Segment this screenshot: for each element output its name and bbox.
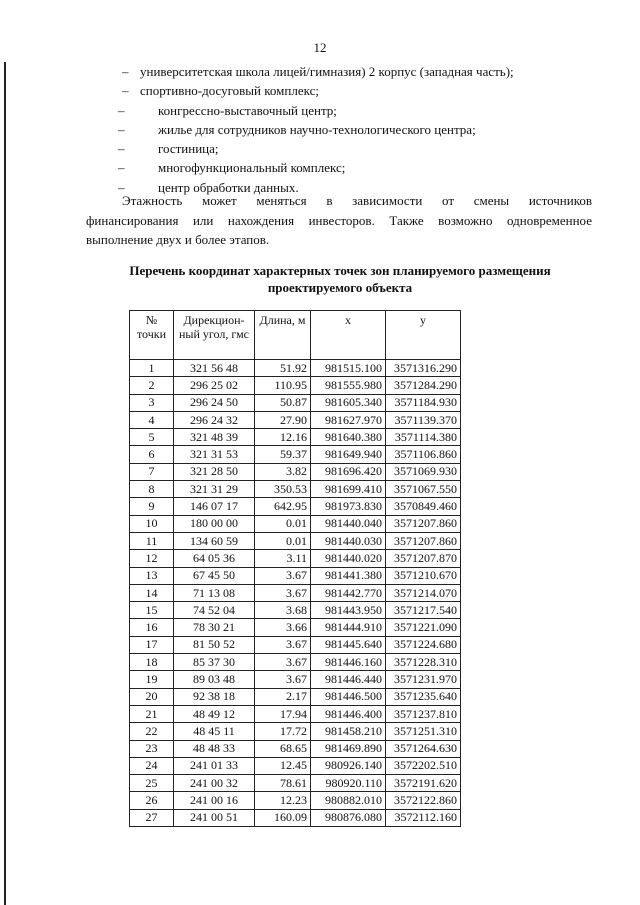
cell-length: 3.82 bbox=[255, 463, 311, 480]
cell-x: 980882.010 bbox=[311, 792, 386, 809]
cell-point-number: 25 bbox=[130, 775, 174, 792]
table-row bbox=[130, 584, 461, 601]
table-row bbox=[130, 809, 461, 826]
page-number: 12 bbox=[313, 40, 327, 55]
cell-length: 59.37 bbox=[255, 446, 311, 463]
list-item bbox=[118, 101, 618, 120]
cell-x: 981627.970 bbox=[311, 411, 386, 428]
table-row bbox=[130, 394, 461, 411]
cell-direction-angle: 321 31 29 bbox=[174, 481, 255, 498]
table-row bbox=[130, 446, 461, 463]
cell-length: 17.94 bbox=[255, 705, 311, 722]
cell-direction-angle: 85 37 30 bbox=[174, 654, 255, 671]
table-row bbox=[130, 740, 461, 757]
table-row bbox=[130, 602, 461, 619]
cell-point-number: 13 bbox=[130, 567, 174, 584]
cell-y: 3572112.160 bbox=[386, 809, 461, 826]
cell-x: 981443.950 bbox=[311, 602, 386, 619]
cell-y: 3571235.640 bbox=[386, 688, 461, 705]
cell-point-number: 3 bbox=[130, 394, 174, 411]
table-row bbox=[130, 377, 461, 394]
cell-point-number: 21 bbox=[130, 705, 174, 722]
cell-direction-angle: 48 49 12 bbox=[174, 705, 255, 722]
list-item bbox=[118, 158, 618, 177]
cell-point-number: 7 bbox=[130, 463, 174, 480]
cell-y: 3571069.930 bbox=[386, 463, 461, 480]
cell-point-number: 16 bbox=[130, 619, 174, 636]
cell-x: 980926.140 bbox=[311, 757, 386, 774]
cell-x: 981440.020 bbox=[311, 550, 386, 567]
cell-point-number: 23 bbox=[130, 740, 174, 757]
cell-point-number: 12 bbox=[130, 550, 174, 567]
cell-point-number: 8 bbox=[130, 481, 174, 498]
cell-direction-angle: 146 07 17 bbox=[174, 498, 255, 515]
cell-length: 110.95 bbox=[255, 377, 311, 394]
cell-point-number: 10 bbox=[130, 515, 174, 532]
table-row bbox=[130, 792, 461, 809]
cell-length: 12.45 bbox=[255, 757, 311, 774]
list-item-text: многофункциональный комплекс; bbox=[158, 160, 346, 176]
cell-x: 981444.910 bbox=[311, 619, 386, 636]
list-item bbox=[118, 120, 618, 139]
heading-line: проектируемого объекта bbox=[267, 280, 413, 295]
cell-direction-angle: 321 48 39 bbox=[174, 429, 255, 446]
cell-direction-angle: 241 00 32 bbox=[174, 775, 255, 792]
cell-y: 3571264.630 bbox=[386, 740, 461, 757]
cell-y: 3571224.680 bbox=[386, 636, 461, 653]
table-row bbox=[130, 515, 461, 532]
cell-length: 3.67 bbox=[255, 636, 311, 653]
header-y: y bbox=[386, 311, 461, 360]
list-item bbox=[118, 62, 618, 81]
cell-length: 27.90 bbox=[255, 411, 311, 428]
cell-point-number: 2 bbox=[130, 377, 174, 394]
cell-direction-angle: 241 01 33 bbox=[174, 757, 255, 774]
cell-direction-angle: 48 48 33 bbox=[174, 740, 255, 757]
section-heading bbox=[80, 262, 600, 296]
cell-point-number: 4 bbox=[130, 411, 174, 428]
table-row bbox=[130, 429, 461, 446]
cell-direction-angle: 241 00 51 bbox=[174, 809, 255, 826]
cell-length: 68.65 bbox=[255, 740, 311, 757]
cell-y: 3571207.870 bbox=[386, 550, 461, 567]
coordinates-table bbox=[129, 310, 461, 827]
cell-direction-angle: 321 56 48 bbox=[174, 360, 255, 377]
cell-direction-angle: 321 28 50 bbox=[174, 463, 255, 480]
cell-point-number: 5 bbox=[130, 429, 174, 446]
cell-length: 12.16 bbox=[255, 429, 311, 446]
cell-direction-angle: 296 25 02 bbox=[174, 377, 255, 394]
cell-y: 3571067.550 bbox=[386, 481, 461, 498]
cell-length: 0.01 bbox=[255, 515, 311, 532]
heading-line: Перечень координат характерных точек зон планируемого размещения bbox=[129, 263, 551, 278]
cell-x: 981973.830 bbox=[311, 498, 386, 515]
cell-length: 17.72 bbox=[255, 723, 311, 740]
cell-direction-angle: 92 38 18 bbox=[174, 688, 255, 705]
cell-length: 12.23 bbox=[255, 792, 311, 809]
cell-x: 981696.420 bbox=[311, 463, 386, 480]
cell-point-number: 6 bbox=[130, 446, 174, 463]
cell-point-number: 27 bbox=[130, 809, 174, 826]
table-row bbox=[130, 757, 461, 774]
cell-direction-angle: 321 31 53 bbox=[174, 446, 255, 463]
cell-y: 3572202.510 bbox=[386, 757, 461, 774]
table-row bbox=[130, 723, 461, 740]
header-direction-angle: Дирекцион-ный угол, гмс bbox=[174, 311, 255, 360]
cell-x: 981458.210 bbox=[311, 723, 386, 740]
cell-x: 981649.940 bbox=[311, 446, 386, 463]
list-item-text: гостиница; bbox=[158, 141, 219, 157]
cell-y: 3571184.930 bbox=[386, 394, 461, 411]
cell-y: 3572191.620 bbox=[386, 775, 461, 792]
list-item-text: жилье для сотрудников научно-технологического центра; bbox=[158, 121, 476, 137]
table-row bbox=[130, 567, 461, 584]
cell-x: 981446.400 bbox=[311, 705, 386, 722]
header-length: Длина, м bbox=[255, 311, 311, 360]
cell-y: 3570849.460 bbox=[386, 498, 461, 515]
cell-y: 3571217.540 bbox=[386, 602, 461, 619]
list-dash: – bbox=[118, 160, 125, 176]
page-edge-line bbox=[4, 62, 6, 905]
cell-y: 3571207.860 bbox=[386, 532, 461, 549]
cell-point-number: 9 bbox=[130, 498, 174, 515]
cell-length: 642.95 bbox=[255, 498, 311, 515]
table-row bbox=[130, 705, 461, 722]
cell-x: 981446.440 bbox=[311, 671, 386, 688]
cell-x: 981445.640 bbox=[311, 636, 386, 653]
cell-point-number: 22 bbox=[130, 723, 174, 740]
cell-point-number: 20 bbox=[130, 688, 174, 705]
table-row bbox=[130, 550, 461, 567]
cell-point-number: 17 bbox=[130, 636, 174, 653]
cell-x: 980920.110 bbox=[311, 775, 386, 792]
header-point-number: № точки bbox=[130, 311, 174, 360]
cell-x: 981605.340 bbox=[311, 394, 386, 411]
cell-direction-angle: 180 00 00 bbox=[174, 515, 255, 532]
cell-length: 3.11 bbox=[255, 550, 311, 567]
list-item bbox=[118, 81, 618, 100]
cell-y: 3571316.290 bbox=[386, 360, 461, 377]
table-row bbox=[130, 671, 461, 688]
cell-length: 51.92 bbox=[255, 360, 311, 377]
cell-length: 0.01 bbox=[255, 532, 311, 549]
cell-x: 981515.100 bbox=[311, 360, 386, 377]
cell-y: 3571207.860 bbox=[386, 515, 461, 532]
cell-direction-angle: 134 60 59 bbox=[174, 532, 255, 549]
cell-y: 3571251.310 bbox=[386, 723, 461, 740]
cell-x: 981440.040 bbox=[311, 515, 386, 532]
cell-y: 3571231.970 bbox=[386, 671, 461, 688]
cell-direction-angle: 67 45 50 bbox=[174, 567, 255, 584]
paragraph-line: Этажность может меняться в зависимости от смены источников bbox=[122, 193, 592, 208]
cell-x: 981440.030 bbox=[311, 532, 386, 549]
cell-x: 981441.380 bbox=[311, 567, 386, 584]
cell-y: 3571228.310 bbox=[386, 654, 461, 671]
cell-direction-angle: 241 00 16 bbox=[174, 792, 255, 809]
table-row bbox=[130, 463, 461, 480]
cell-length: 3.67 bbox=[255, 584, 311, 601]
cell-length: 3.67 bbox=[255, 567, 311, 584]
cell-y: 3571221.090 bbox=[386, 619, 461, 636]
cell-x: 981446.500 bbox=[311, 688, 386, 705]
cell-x: 981469.890 bbox=[311, 740, 386, 757]
table-row bbox=[130, 619, 461, 636]
list-item-text: университетская школа лицей/гимназия) 2 корпус (западная часть); bbox=[140, 64, 514, 79]
table-row bbox=[130, 411, 461, 428]
cell-length: 3.68 bbox=[255, 602, 311, 619]
cell-direction-angle: 64 05 36 bbox=[174, 550, 255, 567]
table-row bbox=[130, 688, 461, 705]
paragraph-line: выполнение двух и более этапов. bbox=[86, 232, 270, 247]
list-dash: – bbox=[122, 83, 129, 99]
table-row bbox=[130, 532, 461, 549]
cell-x: 981446.160 bbox=[311, 654, 386, 671]
cell-length: 350.53 bbox=[255, 481, 311, 498]
list-dash: – bbox=[118, 141, 125, 157]
cell-length: 3.66 bbox=[255, 619, 311, 636]
cell-direction-angle: 296 24 50 bbox=[174, 394, 255, 411]
cell-y: 3571139.370 bbox=[386, 411, 461, 428]
cell-x: 981442.770 bbox=[311, 584, 386, 601]
cell-y: 3571214.070 bbox=[386, 584, 461, 601]
table-row bbox=[130, 636, 461, 653]
body-paragraph bbox=[86, 191, 592, 250]
list-dash: – bbox=[118, 102, 125, 118]
cell-length: 2.17 bbox=[255, 688, 311, 705]
cell-point-number: 1 bbox=[130, 360, 174, 377]
list-item-text: конгрессно-выставочный центр; bbox=[158, 102, 337, 118]
cell-point-number: 15 bbox=[130, 602, 174, 619]
cell-direction-angle: 74 52 04 bbox=[174, 602, 255, 619]
cell-length: 160.09 bbox=[255, 809, 311, 826]
list-dash: – bbox=[118, 179, 125, 195]
cell-point-number: 19 bbox=[130, 671, 174, 688]
table-body bbox=[130, 360, 461, 827]
cell-x: 980876.080 bbox=[311, 809, 386, 826]
cell-y: 3571114.380 bbox=[386, 429, 461, 446]
table-row bbox=[130, 775, 461, 792]
cell-point-number: 14 bbox=[130, 584, 174, 601]
cell-y: 3571106.860 bbox=[386, 446, 461, 463]
list-item-text: спортивно-досуговый комплекс; bbox=[140, 83, 319, 99]
cell-length: 50.87 bbox=[255, 394, 311, 411]
table-row bbox=[130, 654, 461, 671]
paragraph-line: финансирования или нахождения инвесторов. Также возможно одновременное bbox=[86, 212, 592, 228]
table-header-row bbox=[130, 311, 461, 360]
cell-point-number: 24 bbox=[130, 757, 174, 774]
cell-direction-angle: 71 13 08 bbox=[174, 584, 255, 601]
cell-direction-angle: 89 03 48 bbox=[174, 671, 255, 688]
table-row bbox=[130, 481, 461, 498]
cell-y: 3571210.670 bbox=[386, 567, 461, 584]
list-dash: – bbox=[122, 64, 129, 79]
cell-length: 3.67 bbox=[255, 654, 311, 671]
cell-direction-angle: 78 30 21 bbox=[174, 619, 255, 636]
table-row bbox=[130, 498, 461, 515]
list-item bbox=[118, 139, 618, 158]
cell-y: 3572122.860 bbox=[386, 792, 461, 809]
cell-y: 3571237.810 bbox=[386, 705, 461, 722]
cell-direction-angle: 81 50 52 bbox=[174, 636, 255, 653]
object-list bbox=[118, 62, 618, 197]
list-item-text: центр обработки данных. bbox=[158, 179, 299, 195]
cell-length: 3.67 bbox=[255, 671, 311, 688]
cell-direction-angle: 296 24 32 bbox=[174, 411, 255, 428]
cell-point-number: 18 bbox=[130, 654, 174, 671]
list-dash: – bbox=[118, 121, 125, 137]
cell-y: 3571284.290 bbox=[386, 377, 461, 394]
cell-x: 981640.380 bbox=[311, 429, 386, 446]
cell-x: 981555.980 bbox=[311, 377, 386, 394]
cell-x: 981699.410 bbox=[311, 481, 386, 498]
cell-direction-angle: 48 45 11 bbox=[174, 723, 255, 740]
table-row bbox=[130, 360, 461, 377]
cell-point-number: 11 bbox=[130, 532, 174, 549]
cell-length: 78.61 bbox=[255, 775, 311, 792]
cell-point-number: 26 bbox=[130, 792, 174, 809]
header-x: x bbox=[311, 311, 386, 360]
